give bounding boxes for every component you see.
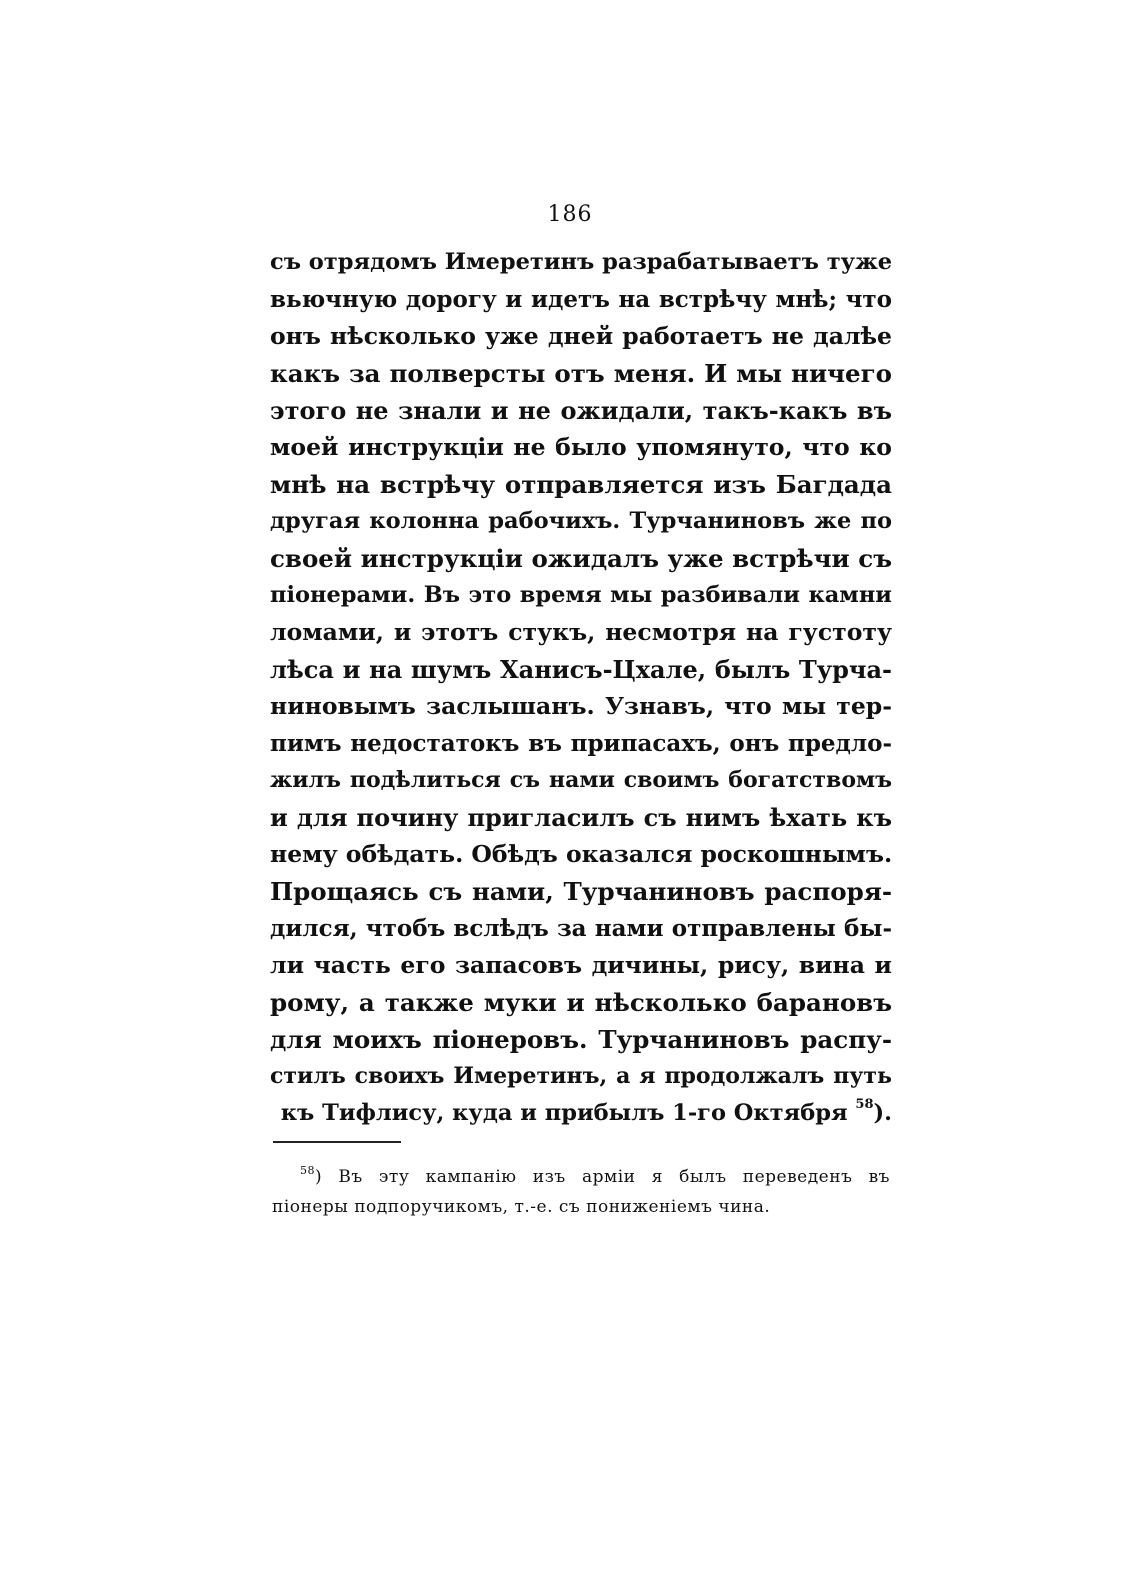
footnote bbox=[272, 1162, 890, 1222]
footnote-divider bbox=[273, 1141, 401, 1143]
footnote-marker-close: ) bbox=[315, 1167, 323, 1187]
text-line: какъ за полверсты отъ меня. И мы ничего bbox=[270, 359, 892, 388]
footnote-reference[interactable]: 58 bbox=[855, 1097, 874, 1112]
text-line: моей инструкціи не было упомянуто, что ко bbox=[270, 433, 892, 461]
text-line: рому, а также муки и нѣсколько барановъ bbox=[270, 988, 892, 1017]
footnote-line-1 bbox=[272, 1162, 890, 1192]
text-line: другая колонна рабочихъ. Турчаниновъ же по bbox=[270, 508, 892, 534]
text-line-last-content: къ Тифлису, куда и прибылъ 1-го Октября bbox=[280, 1100, 848, 1126]
text-line: и для почину пригласилъ съ нимъ ѣхать къ bbox=[270, 803, 892, 832]
text-line: этого не знали и не ожидали, такъ-какъ въ bbox=[270, 396, 892, 425]
body-text bbox=[270, 244, 892, 1132]
text-line: пимъ недостатокъ въ припасахъ, онъ предло- bbox=[270, 730, 892, 757]
text-line: для моихъ піонеровъ. Турчаниновъ распу- bbox=[270, 1025, 892, 1054]
text-line: онъ нѣсколько уже дней работаетъ не далѣе bbox=[270, 322, 892, 350]
text-line: ли часть его запасовъ дичины, рису, вина и bbox=[270, 951, 892, 979]
page-number: 186 bbox=[547, 202, 593, 227]
text-line: стилъ своихъ Имеретинъ, а я продолжалъ путь bbox=[270, 1063, 892, 1089]
footnote-marker: 58 bbox=[300, 1164, 315, 1177]
text-line-last bbox=[270, 1095, 892, 1132]
text-line-last-end: ). bbox=[873, 1100, 892, 1126]
text-line: лѣса и на шумъ Ханисъ-Цхале, былъ Турча- bbox=[270, 655, 892, 684]
text-line: Прощаясь съ нами, Турчаниновъ распоря- bbox=[270, 877, 892, 906]
text-line: вьючную дорогу и идетъ на встрѣчу мнѣ; что bbox=[270, 286, 892, 313]
text-line: мнѣ на встрѣчу отправляется изъ Багдада bbox=[270, 470, 892, 499]
text-line: ниновымъ заслышанъ. Узнавъ, что мы тер- bbox=[270, 692, 892, 720]
text-line: жилъ подѣлиться съ нами своимъ богатствомъ bbox=[270, 767, 892, 793]
text-line: піонерами. Въ это время мы разбивали камни bbox=[270, 582, 892, 608]
text-line: нему обѣдать. Обѣдъ оказался роскошнымъ. bbox=[270, 840, 893, 868]
footnote-text-1: Въ эту кампанію изъ арміи я былъ переведенъ въ bbox=[338, 1167, 891, 1187]
text-line: съ отрядомъ Имеретинъ разрабатываетъ туже bbox=[270, 249, 893, 275]
footnote-line-2: піонеры подпоручикомъ, т.-е. съ пониженіемъ чина. bbox=[272, 1197, 771, 1217]
text-line: своей инструкціи ожидалъ уже встрѣчи съ bbox=[270, 544, 892, 573]
text-line: дился, чтобъ вслѣдъ за нами отправлены бы- bbox=[270, 915, 892, 942]
text-line: ломами, и этотъ стукъ, несмотря на густоту bbox=[270, 618, 892, 646]
